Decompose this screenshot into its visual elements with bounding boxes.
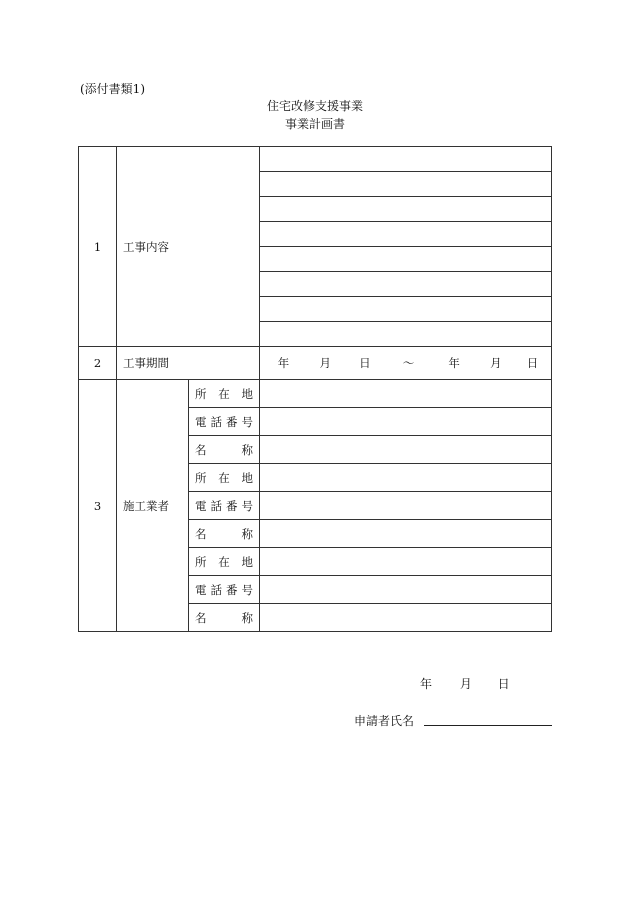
contractor-address-field[interactable] (260, 548, 552, 576)
date-day: 日 (497, 677, 510, 691)
applicant-name-label: 申請者氏名 (354, 714, 415, 728)
contractor-phone-label: 電 話 番 号 (189, 408, 260, 436)
contractor-name-label: 名 称 (189, 520, 260, 548)
attachment-label: (添付書類1) (80, 82, 145, 96)
plan-table (78, 146, 552, 632)
work-content-line[interactable] (260, 272, 552, 297)
row1-number: 1 (79, 147, 117, 347)
work-content-line[interactable] (260, 172, 552, 197)
work-content-line[interactable] (260, 247, 552, 272)
period-year2: 年 (448, 356, 460, 370)
period-month2: 月 (490, 356, 502, 370)
period-day2: 日 (526, 356, 539, 370)
contractor-phone-field[interactable] (260, 492, 552, 520)
work-period-field[interactable] (260, 347, 552, 380)
period-tilde: 〜 (402, 356, 415, 370)
applicant-name-field[interactable] (424, 725, 552, 726)
contractor-name-field[interactable] (260, 604, 552, 632)
contractor-address-label: 所 在 地 (189, 548, 260, 576)
row3-number: 3 (79, 380, 117, 632)
contractor-name-field[interactable] (260, 520, 552, 548)
contractor-phone-field[interactable] (260, 408, 552, 436)
contractor-address-label: 所 在 地 (189, 464, 260, 492)
contractor-name-field[interactable] (260, 436, 552, 464)
work-content-line[interactable] (260, 222, 552, 247)
row2-label: 工事期間 (117, 347, 260, 380)
row1-label: 工事内容 (117, 147, 260, 347)
work-content-line[interactable] (260, 197, 552, 222)
date-month: 月 (459, 677, 472, 691)
document-title: 住宅改修支援事業 (266, 99, 363, 113)
period-day1: 日 (359, 356, 371, 370)
contractor-phone-label: 電 話 番 号 (189, 492, 260, 520)
work-content-line[interactable] (260, 322, 552, 347)
contractor-name-label: 名 称 (189, 604, 260, 632)
date-year: 年 (420, 677, 433, 691)
document-subtitle: 事業計画書 (284, 117, 345, 131)
work-content-line[interactable] (260, 297, 552, 322)
contractor-address-label: 所 在 地 (189, 380, 260, 408)
contractor-name-label: 名 称 (189, 436, 260, 464)
row2-number: 2 (79, 347, 117, 380)
period-year1: 年 (277, 356, 290, 370)
row3-label: 施工業者 (117, 380, 189, 632)
contractor-phone-field[interactable] (260, 576, 552, 604)
contractor-address-field[interactable] (260, 464, 552, 492)
contractor-address-field[interactable] (260, 380, 552, 408)
period-month1: 月 (319, 356, 331, 370)
contractor-phone-label: 電 話 番 号 (189, 576, 260, 604)
submission-date[interactable] (420, 675, 510, 692)
work-content-line[interactable] (260, 147, 552, 172)
